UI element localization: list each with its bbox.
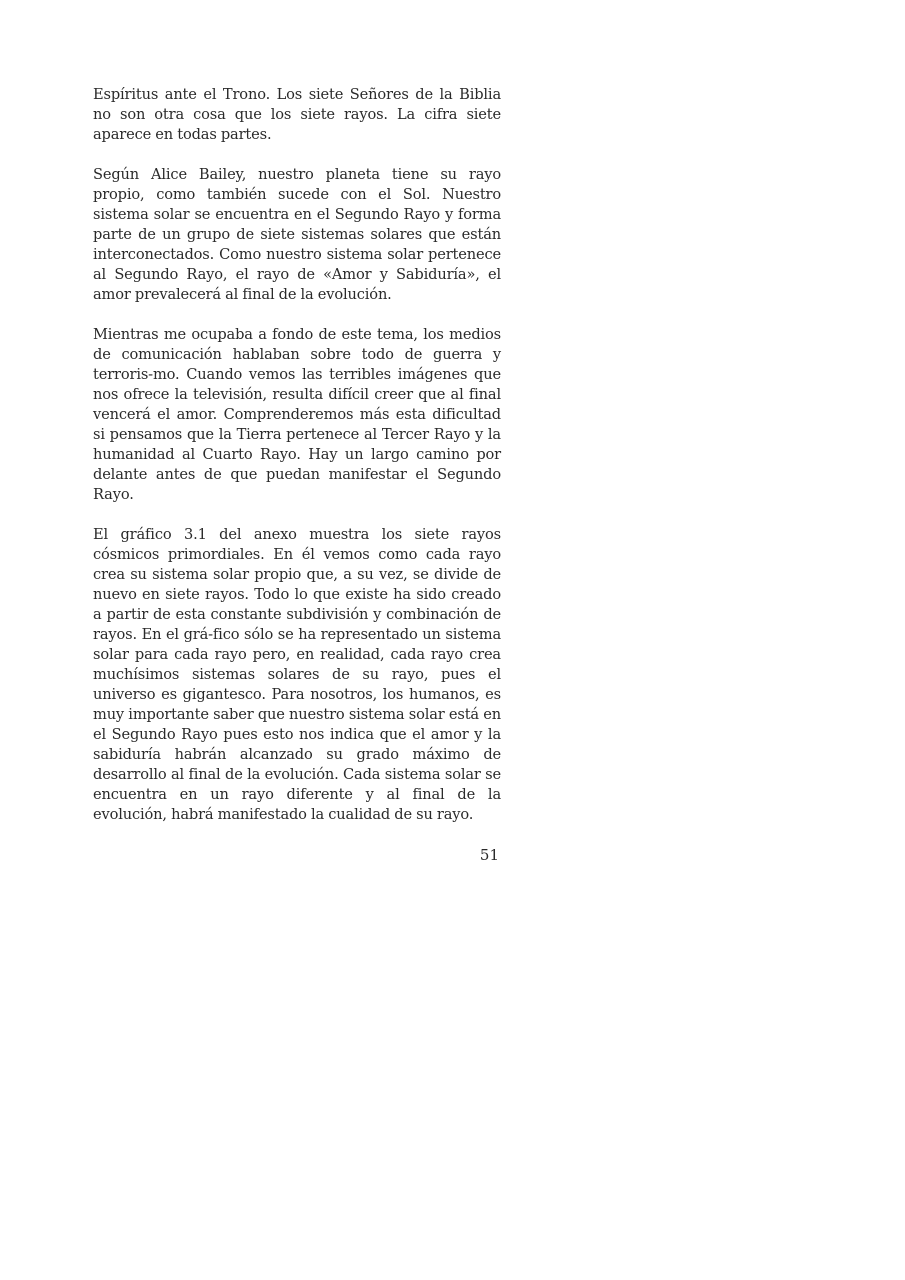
paragraph-4: El gráfico 3.1 del anexo muestra los siete rayos cósmicos primordiales. En él vemos como cada rayo crea su sistema solar propio que, a su vez, se divide de nuevo en siete rayos. Todo lo que existe ha sido creado a partir de esta constante subdivisión y combinación de rayos. En el grá-fico sólo se ha representado un sistema solar para cada rayo pero, en realidad, cada rayo crea muchísimos sistemas solares de su rayo, pues el universo es gigantesco. Para nosotros, los humanos, es muy importante saber que nuestro sistema solar está en el Segundo Rayo pues esto nos indica que el amor y la sabiduría habrán alcanzado su grado máximo de desarrollo al final de la evolución. Cada sistema solar se encuentra en un rayo diferente y al final de la evolución, habrá manifestado la cualidad de su rayo.	[93, 526, 501, 823]
paragraph-1: Espíritus ante el Trono. Los siete Señores de la Biblia no son otra cosa que los siete rayos. La cifra siete aparece en todas partes.	[93, 86, 501, 143]
paragraph-3: Mientras me ocupaba a fondo de este tema, los medios de comunicación hablaban sobre todo de guerra y terroris-mo. Cuando vemos las terribles imágenes que nos ofrece la televisión, resulta difícil creer que al final vencerá el amor. Comprenderemos más esta dificultad si pensamos que la Tierra pertenece al Tercer Rayo y la humanidad al Cuarto Rayo. Hay un largo camino por delante antes de que puedan manifestar el Segundo Rayo.	[93, 326, 501, 503]
page-number: 51	[479, 846, 499, 864]
paragraph-2: Según Alice Bailey, nuestro planeta tiene su rayo propio, como también sucede con el Sol. Nuestro sistema solar se encuentra en el Segundo Rayo y forma parte de un grupo de siete sistemas solares que están interconectados. Como nuestro sistema solar pertenece al Segundo Rayo, el rayo de «Amor y Sabiduría», el amor prevalecerá al final de la evolución.	[93, 166, 501, 303]
book-page	[93, 85, 501, 865]
